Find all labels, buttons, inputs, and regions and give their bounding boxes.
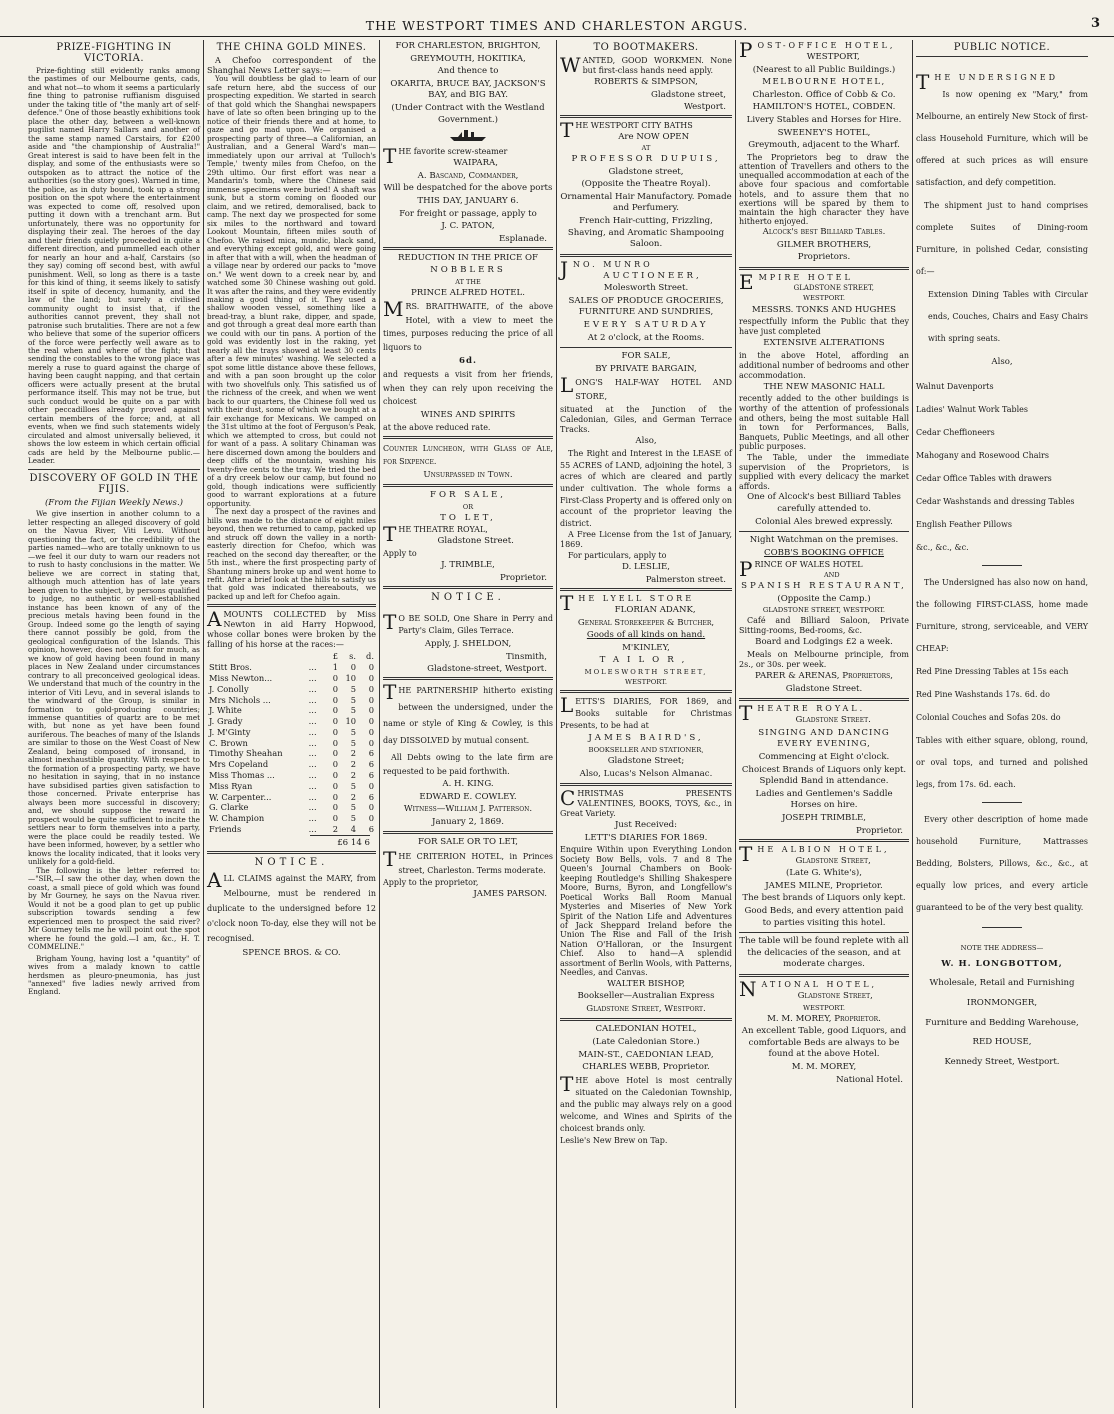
furniture-item: &c., &c., &c. xyxy=(916,542,969,552)
steamer-despatch: Will be despatched for the above ports xyxy=(383,183,553,194)
debts-text: All Debts owing to the late firm are requested to be paid forthwith. xyxy=(383,752,553,776)
column-rule xyxy=(203,40,204,1408)
empire-street: GLADSTONE STREET, xyxy=(793,284,874,293)
column-4 xyxy=(558,40,734,1408)
albion-late: (Late G. White's), xyxy=(786,868,862,879)
unsurpassed-text: Unsurpassed in Town. xyxy=(423,469,513,480)
steamer-agent-address: Esplanade. xyxy=(498,233,547,244)
column-3 xyxy=(381,40,555,1408)
masthead xyxy=(0,0,1114,37)
amounts-header-row: £ s. d. xyxy=(332,651,374,662)
roberts-address-2: Westport. xyxy=(683,101,726,112)
sheldon-name: Apply, J. SHELDON, xyxy=(424,639,512,650)
article-heading-prize-fighting: PRIZE-FIGHTING IN VICTORIA. xyxy=(56,42,172,64)
leslie-address: Palmerston street. xyxy=(645,574,726,585)
letts-text: LETTS'S DIARIES, FOR 1869, and Books suitable for Christmas Presents, to be had at xyxy=(560,693,732,731)
notice-heading-2: NOTICE. xyxy=(431,591,505,603)
shipping-line: And thence to xyxy=(437,66,499,77)
steamer-agent: J. C. PATON, xyxy=(441,221,495,232)
at-2-oclock: At 2 o'clock, at the Rooms. xyxy=(587,332,705,343)
wines-and-spirits: WINES AND SPIRITS xyxy=(420,410,516,421)
melbourne-hotel: MELBOURNE HOTEL, xyxy=(762,77,886,88)
shipping-line: (Under Contract with the Westland Government.) xyxy=(391,102,545,125)
furniture-item: Walnut Davenports xyxy=(916,381,994,391)
furniture-item: Cedar Cheffioneers xyxy=(916,427,995,437)
melbourne-address: Charleston. Office of Cobb & Co. xyxy=(752,89,896,100)
witness-text: Witness—William J. Patterson. xyxy=(403,804,533,815)
meals-text: Meals on Melbourne principle, from 2s., or 30s. per week. xyxy=(739,650,909,670)
gilmer-name: GILMER BROTHERS, xyxy=(776,239,872,250)
page-number: 3 xyxy=(1090,16,1100,31)
requests-text: and requests a visit from her friends, when they can rely upon receiving the choicest xyxy=(383,370,553,407)
newspaper-title: THE WESTPORT TIMES AND CHARLESTON ARGUS. xyxy=(365,18,749,33)
adank-name: FLORIAN ADANK, xyxy=(614,604,696,615)
theatre-royal-heading: THE THEATRE ROYAL, xyxy=(383,522,488,547)
almanac-text: Also, Lucas's Nelson Almanac. xyxy=(579,768,713,779)
furniture-item: Also, xyxy=(991,357,1013,367)
nobblers-heading: NOBBLERS xyxy=(430,265,506,276)
every-saturday: EVERY SATURDAY xyxy=(583,320,709,331)
steamer-freight: For freight or passage, apply to xyxy=(399,208,537,219)
hamilton-hotel: HAMILTON'S HOTEL, COBDEN. xyxy=(752,102,896,113)
table-row: G. Clarke ... 0 5 0 xyxy=(209,802,374,813)
joseph-trimble: JOSEPH TRIMBLE, xyxy=(781,812,867,823)
table-row: Miss Ryan ... 0 5 0 xyxy=(209,780,374,791)
caledonian-late: (Late Caledonian Store.) xyxy=(592,1036,700,1047)
molesworth-street: Molesworth Street. xyxy=(603,283,689,294)
article-body-letter: The following is the letter referred to:—"SIR,—I saw the other day, when down the coast, a small piece of gold which was found by Mr Gourney, he says on the Navua river. Would it not be a good plan to get up public subscription towards sending a few experienced men to prospect the said river? Mr Gourney tells me he will point out the spot where he found the gold.—I am, &c., H. T. COMMELINE." xyxy=(28,865,200,952)
dupuis-opposite: (Opposite the Theatre Royal). xyxy=(581,179,711,190)
baird-name: JAMES BAIRD'S, xyxy=(588,733,704,744)
baird-trade: BOOKSELLER AND STATIONER, xyxy=(588,745,704,754)
furniture-item: Mahogany and Rosewood Chairs xyxy=(916,450,1049,460)
furniture-item-2: Red Pine Dressing Tables at 15s each xyxy=(916,666,1069,676)
cowley-name: EDWARD E. COWLEY. xyxy=(419,791,517,802)
furniture-item-2: Red Pine Washstands 17s. 6d. do xyxy=(916,689,1050,699)
storekeeper-text: General Storekeeper & Butcher, xyxy=(577,617,715,628)
masonic-heading: THE NEW MASONIC HALL xyxy=(763,381,885,392)
and-text: AND xyxy=(823,571,840,580)
mkinley-name: M'KINLEY, xyxy=(622,642,670,653)
eight-oclock: Commencing at Eight o'clock. xyxy=(758,752,890,763)
table-text: The Table, under the immediate supervision of the Proprietors, is supplied with every delicacy the market affords. xyxy=(739,452,909,491)
furniture-item-2: Tables with either square, oblong, round, or oval tops, and turned and polished legs, from 17s. 6d. each. xyxy=(916,735,1088,789)
share-notice: TO BE SOLD, One Share in Perry and Party's Claim, Giles Terrace. xyxy=(383,609,553,636)
lease-text: The Right and Interest in the LEASE of 55 ACRES of LAND, adjoining the hotel, 3 acres of which are cleared and partly under cultivation. The whole forms a First-Class Property and is offered only on account of the proprietor leaving the district. xyxy=(560,449,732,528)
table-row: Timothy Sheahan ... 0 2 6 xyxy=(209,748,374,759)
amounts-total: £6 14 6 xyxy=(310,835,370,848)
table-row: Miss Newton... ... 0 10 0 xyxy=(209,673,374,683)
shipment-text: The shipment just to hand comprises complete Suites of Dining-room Furniture, in polished Cedar, consisting of:— xyxy=(916,201,1088,276)
molesworth-st: MOLESWORTH STREET, xyxy=(584,667,708,676)
gilmer-proprietors: Proprietors. xyxy=(797,252,851,263)
article-body-prize-fighting: Prize-fighting still evidently ranks among the pastimes of our Melbourne gents, cads, and what not—to whom it seems a particularly fine thing to patronise ruffianism disguised under the taking title of "the manly art of self-defence." One of those beastly exhibitions took place the other day, between a well-known pugilist named Harry Sallars and another of the same stamp named Carstairs, for £200 aside and "the championship of Australia!" Great interest is said to have been felt in the display, and some of the enthusiasts were so outspoken as to attract the notice of the authorities (so the story goes). Warned in time, the police, as in duty bound, took up a strong position on the spot where the entertainment was expected to come off, resolved upon putting it down with a trenchant arm. But unfortunately, there was no opportunity for displaying their zeal. The heroes of the day and their friends quietly proceeded in quite a different direction, and pummelled each other for nearly an hour and a-half, Carstairs (so they say) coming off second best, with awful punishment. Well, so long as there is a taste for this kind of thing, it seems likely to satisfy itself in spite of decency, humanity, and the law of the land; but surely a civilised community ought to insist that, if the authorities cannot prevent, they shall not patronise such brutalities. There are not a few who believe that some of the superior officers of the force were perfectly well aware as to the real when and where of the fight; that sending the constables to the wrong place was merely a ruse to guard against the charge of having been caught napping, and that certain officers were actually present at the brutal performance itself. This may not be true, but such conduct would be quite on a par with other peccadilloes already proved against certain members of the force; and, at all events, when we find such statements widely circulated and almost universally believed, it shows the low esteem in which certain official cads are held by the Melbourne public.—Leader. xyxy=(28,66,201,466)
article-body-china-gold: You will doubtless be glad to learn of our safe return here, abd the success of our prospecting expedition. We started in search of that gold which the Shanghai newspapers have of late so often been bringing up to the notice of their friends there and at home, to gaze and go mad upon. We organised a prospecting party of three—a Californian, an Australian, and a General Ward's man—immediately upon our arrival at 'Tulloch's Temple,' twenty miles from Chefoo, on the 29th ultimo. Our first effort was near a Mandarin's tomb, where the Chinese said immense specimens were buried! A shaft was sunk, but a storm coming on flooded our claim, and we retired, demoralised, back to camp. The next day we prospected for some six miles to the northward and toward Lookout Mountain, fifteen miles south of Chefoo. We raised mica, mundic, black sand, and everything except gold, and were going in after that with a will, when the headman of a village near by ordered our packs to "move on." We went down to a creek near by, and watched some 30 Chinese washing out gold. It was after the rains, and they were evidently making a good thing of it. They used a shallow wooden vessel, something like a bread-tray, a blunt rake, dipper, and spade, and got through a great deal more earth than we could with our tin pans. A portion of the gold was evidently lost in the raking, yet nearly all the trays showed at least 30 cents after a few minutes' washing. We selected a spot some little distance above these fellows, and with a pan soon brought up the color with two shovelfuls only. This satisfied us of the richness of the creek, and when we went back to our quarters, the Chinese foll wed us with their dust, some of which we bought at a fair exchange for Mexicans. We camped on the 31st ultimo at the foot of Ferguson's Peak, which we attempted to cross, but could not for want of a pass. A solitary Chinaman was here discerned down among the boulders and deep cliffs of the mountain, washing his twenty-five cents to the tray. We tried the bed of a dry creek below our camp, but found no gold, though indications were sufficiently good to warrant explorations at a future opportunity. xyxy=(207,74,376,508)
article-body-china-gold-2: The next day a prospect of the ravines and hills was made to the distance of eight miles beyond, then we returned to camp, packed up and struck off down the valley in a north-easterly direction for Chefoo, which was reached on the second day thereafter, or the 5th inst., where the first prospecting party of Shantung miners broke up and went home to refit. After a brief look at the hills to satisfy us that gold was indicated thereabouts, we packed up and left for Chefoo again. xyxy=(207,507,376,601)
roberts-address-1: Gladstone street, xyxy=(651,89,726,100)
column-rule xyxy=(379,40,380,1408)
amounts-table xyxy=(207,651,376,834)
cobb-office: COBB'S BOOKING OFFICE xyxy=(764,547,884,558)
column-6 xyxy=(914,40,1090,1408)
leslie-brew: Leslie's New Brew on Tap. xyxy=(560,1135,668,1145)
bishop-name: WALTER BISHOP, xyxy=(607,978,685,989)
furniture-item: Cedar Office Tables with drawers xyxy=(916,473,1052,483)
article-body-fiji-gold: We give insertion in another column to a letter respecting an alleged discovery of gold on the Navua River, Viti Levu. Without questioning the fact, or the credibility of the parties named—who are totally unknown to us—we feel it our duty to warn our readers not to rush to hasty conclusions in the matter. We believe we are correct in stating that, although much attention has of late years been given to the subject, by persons qualified to judge, no authentic or well-established instance has been known of any of the precious metals having been found in the Group. Indeed some go the length of saying there cannot possibly be gold, from the geological configuration of the Islands. This opinion, however, does not count for much, as we know of gold having been found in many places in New Zealand under circumstances contrary to all preconceived geological ideas. We understand that much of the country in the interior of Viti Levu, and in several islands to the windward of the Group, is similar in formation to gold-producing countries; immense quantities of quartz are to be met with, but none as yet have been found auriferous. The beaches of many of the Islands are similar to those on the West Coast of New Zealand, being composed of ironsand, in almost inexhaustible quantity. With respect to the formation of a prospecting party, we have no hesitation in saying, that in no instance have subsidised parties given satisfaction to those concerned. Private enterprise has always been more successful in discovery; and, we should suppose the reward in prospect would be quite sufficient to incite the settlers near to form themselves into a party, were the place could be readily tested. We have been informed, however, by a settler who knows the locality indicated, that it looks very unlikely for a gold-field. xyxy=(28,509,200,867)
for-sale-heading: FOR SALE, xyxy=(621,351,671,362)
now-open: Are NOW OPEN xyxy=(618,131,690,142)
wanted-text: WANTED, GOOD WORKMEN. None but first-class hands need apply. xyxy=(560,53,732,77)
prince-alfred-hotel: PRINCE ALFRED HOTEL. xyxy=(411,287,525,298)
article-body-brigham: Brigham Young, having lost a "quantity" of wives from a malady known to cattle herdsmen as pleuro-pneumonia, has just "annexed" five ladies newly arrived from England. xyxy=(28,953,200,997)
caledonian-text: THE above Hotel is most centrally situated on the Caledonian Township, and the public may always rely on a good welcome, and Wines and Spirits of the choicest brands only. xyxy=(560,1071,732,1133)
shipping-line: GREYMOUTH, HOKITIKA, xyxy=(410,53,526,64)
sheldon-address: Gladstone-street, Westport. xyxy=(427,663,547,674)
caledonian-main-st: MAIN-ST., CAEDONIAN LEAD, xyxy=(578,1049,714,1060)
braithwaite-text: MRS. BRAITHWAITE, of the above Hotel, with a view to meet the times, purposes reducing the price of all liquors to xyxy=(383,297,553,353)
albion-street: Gladstone Street, xyxy=(795,855,871,866)
longbottom-name: W. H. LONGBOTTOM, xyxy=(941,958,1063,969)
private-bargain: BY PRIVATE BARGAIN, xyxy=(595,363,697,374)
prince-address: GLADSTONE STREET, WESTPORT. xyxy=(762,606,886,615)
empire-hotel: EMPIRE HOTEL xyxy=(739,270,853,295)
table-row: J. Grady ... 0 10 0 xyxy=(209,716,374,727)
billiard-text: Alcock's best Billiard Tables. xyxy=(762,227,886,238)
furniture-item: Extension Dining Tables with Circular ends, Couches, Chairs and Easy Chairs with spring seats. xyxy=(928,290,1088,343)
table-row: C. Brown ... 0 5 0 xyxy=(209,737,374,748)
every-other-text: Every other description of home made household Furniture, Mattrasses Bedding, Bolsters, Pillows, &c., &c., at equally low prices, and every article guaranteed to be of the very best quality. xyxy=(916,814,1088,912)
empire-town: WESTPORT. xyxy=(803,294,845,303)
post-office-hotel: POST-OFFICE HOTEL, xyxy=(739,40,896,62)
national-town: WESTPORT. xyxy=(803,1003,845,1012)
morey-sign: M. M. MOREY, xyxy=(791,1062,857,1073)
munro-name: JNO. MUNRO xyxy=(560,256,653,281)
ornamental-text: Ornamental Hair Manufactory. Pomade and Perfumery. xyxy=(560,191,732,214)
tonks-heading: MESSRS. TONKS AND HUGHES xyxy=(751,304,897,315)
column-rule xyxy=(912,40,913,1408)
also-now-text: The Undersigned has also now on hand, the following FIRST-CLASS, home made Furniture, strong, serviceable, and VERY CHEAP: xyxy=(916,577,1088,653)
kennedy-street: Kennedy Street, Westport. xyxy=(944,1056,1060,1067)
article-source: (From the Fijian Weekly News.) xyxy=(44,497,184,508)
table-row: J. White ... 0 5 0 xyxy=(209,705,374,716)
baird-address: Gladstone Street; xyxy=(607,756,685,767)
sheldon-trade: Tinsmith, xyxy=(505,651,547,662)
column-2 xyxy=(205,40,378,1408)
greymouth-text: Greymouth, adjacent to the Wharf. xyxy=(748,140,900,151)
amounts-collected-text: AMOUNTS COLLECTED by Miss Newton in aid Harry Hopwood, whose collar bones were broken by the falling of his horse at the races:— xyxy=(207,607,376,650)
webb-name: CHARLES WEBB, Proprietor. xyxy=(582,1062,710,1073)
column-1 xyxy=(26,40,202,1408)
public-notice-heading: PUBLIC NOTICE. xyxy=(953,42,1051,53)
ironmonger-text: IRONMONGER, xyxy=(966,997,1038,1008)
luncheon-text: Counter Luncheon, with Glass of Ale, for Sixpence. xyxy=(383,443,553,467)
national-hotel: NATIONAL HOTEL, xyxy=(739,976,878,1001)
notice-body: ALL CLAIMS against the MARY, from Melbourne, must be rendered in duplicate to the undersigned before 12 o'clock noon To-day, else they will not be recognised. xyxy=(207,867,376,944)
wholesale-text: Wholesale, Retail and Furnishing xyxy=(929,978,1075,989)
criterion-heading: FOR SALE OR TO LET, xyxy=(418,837,518,848)
price-6d: 6d. xyxy=(459,355,477,366)
notice-signature: SPENCE BROS. & CO. xyxy=(242,947,341,958)
table-row: Mrs Copeland ... 0 2 6 xyxy=(209,759,374,770)
spanish-restaurant: SPANISH RESTAURANT, xyxy=(741,581,907,592)
steamer-text: THE favorite screw-steamer xyxy=(383,144,508,169)
post-office-town: WESTPORT, xyxy=(806,52,860,62)
dupuis-name: PROFESSOR DUPUIS, xyxy=(571,153,721,164)
parson-name: JAMES PARSON. xyxy=(473,889,547,900)
albion-hotel: THE ALBION HOTEL, xyxy=(739,841,890,866)
reduction-heading: REDUCTION IN THE PRICE OF xyxy=(398,252,538,263)
alcock-text: One of Alcock's best Billiard Tables carefully attended to. xyxy=(747,492,901,514)
apply-to: Apply to xyxy=(383,548,417,558)
alterations-text: in the above Hotel, affording an additional number of bedrooms and other accommodation. xyxy=(739,350,909,380)
alterations-heading: EXTENSIVE ALTERATIONS xyxy=(763,338,885,349)
post-office-near: (Nearest to all Public Buildings.) xyxy=(752,64,896,75)
best-brands: The best brands of Liquors only kept. xyxy=(742,893,906,904)
caledonian-hotel: CALEDONIAN HOTEL, xyxy=(595,1024,697,1035)
leslie-name: D. LESLIE, xyxy=(621,562,671,573)
morey-name: M. M. MOREY, Proprietor. xyxy=(767,1013,881,1024)
shipping-line: OKARITA, BRUCE BAY, JACKSON'S BAY, and BIG BAY. xyxy=(390,78,546,101)
article-intro-china-gold: A Chefoo correspondent of the Shanghai News Letter says:— xyxy=(207,55,376,75)
table-row: W. Carpenter... ... 0 2 6 xyxy=(209,791,374,802)
table-replete: The table will be found replete with all the delicacies of the season, and at moderate charges. xyxy=(739,936,909,970)
joseph-trimble-proprietor: Proprietor. xyxy=(855,825,903,836)
steamship-icon xyxy=(383,127,553,146)
reduced-rate: at the above reduced rate. xyxy=(383,422,491,432)
auctioneer-title: AUCTIONEER, xyxy=(603,270,702,281)
article-heading-china-gold: THE CHINA GOLD MINES. xyxy=(216,42,367,53)
longs-hotel: LONG'S HALF-WAY HOTEL AND STORE, xyxy=(560,373,732,402)
apply-proprietor: Apply to the proprietor, xyxy=(383,878,479,888)
furniture-item: English Feather Pillows xyxy=(916,519,1012,529)
letts-diaries: LETT'S DIARIES FOR 1869. xyxy=(584,832,708,843)
partnership-text: THE PARTNERSHIP hitherto existing between the undersigned, under the name or style of King & Cowley, is this day DISSOLVED by mutual consent. xyxy=(383,679,553,746)
baths-heading: THE WESTPORT CITY BATHS xyxy=(560,117,693,142)
longs-situated: situated at the Junction of the Caledonian, Giles, and German Terrace Tracks. xyxy=(560,404,732,434)
table-row: W. Champion ... 0 5 0 xyxy=(209,813,374,824)
for-sale-heading: FOR SALE, xyxy=(429,490,506,501)
saddle-horses: Ladies and Gentlemen's Saddle Horses on hire. xyxy=(755,788,893,811)
table-row: Friends ... 2 4 6 xyxy=(209,823,374,834)
table-row: J. Conolly ... 0 5 0 xyxy=(209,683,374,694)
westport-text: WESTPORT. xyxy=(625,678,667,687)
goods-text: Goods of all kinds on hand. xyxy=(586,630,706,641)
partnership-date: January 2, 1869. xyxy=(432,816,504,827)
christmas-heading: CHRISTMAS PRESENTS VALENTINES, BOOKS, TOYS, &c., in Great Variety. xyxy=(560,786,732,819)
night-watchman: Night Watchman on the premises. xyxy=(749,535,899,546)
board-text: Board and Lodgings £2 a week. xyxy=(755,637,893,648)
criterion-text: THE CRITERION HOTEL, in Princes street, Charleston. Terms moderate. xyxy=(383,847,553,875)
excellent-text: An excellent Table, good Liquors, and comfortable Beds are always to be found at the above Hotel. xyxy=(741,1026,907,1060)
masonic-text: recently added to the other buildings is worthy of the attention of professionals and others, being the most suitable Hall in town for Performances, Balls, Banquets, Public Meetings, and all other public purposes. xyxy=(739,394,909,452)
national-street: Gladstone Street, xyxy=(797,990,873,1001)
license-text: A Free License from the 1st of January, 1869. xyxy=(560,530,732,550)
french-text: French Hair-cutting, Frizzling, Shaving, and Aromatic Shampooing Saloon. xyxy=(567,215,725,250)
prince-of-wales: PRINCE OF WALES HOTEL xyxy=(739,557,863,582)
parer-address: Gladstone Street. xyxy=(785,683,863,694)
table-row: Stitt Bros. ... 1 0 0 xyxy=(209,662,374,673)
trimble-proprietor: Proprietor. xyxy=(499,572,547,583)
particulars-text: For particulars, apply to xyxy=(568,551,667,561)
colonial-text: Colonial Ales brewed expressly. xyxy=(755,516,893,527)
sales-text: SALES OF PRODUCE GROCERIES, FURNITURE AND SUNDRIES, xyxy=(568,295,724,318)
column-rule xyxy=(556,40,557,1408)
singing-dancing: SINGING AND DANCING EVERY EVENING, xyxy=(758,727,890,750)
dupuis-address: Gladstone street, xyxy=(608,166,684,177)
steamer-commander: A. Bascand, Commander, xyxy=(417,170,519,181)
bishop-desc: Bookseller—Australian Express xyxy=(577,991,715,1002)
to-let-heading: TO LET, xyxy=(440,512,496,523)
article-heading-fiji-gold: DISCOVERY OF GOLD IN THE FIJIS. xyxy=(29,472,199,495)
table-row: Miss Thomas ... ... 0 2 6 xyxy=(209,770,374,781)
parer-name: PARER & ARENAS, Proprietors, xyxy=(754,671,894,682)
milne-name: JAMES MILNE, Proprietor. xyxy=(765,880,883,891)
sweeney-hotel: SWEENEY'S HOTEL, xyxy=(777,127,871,138)
at-the: AT THE xyxy=(455,277,481,286)
theatre-street: Gladstone Street. xyxy=(795,715,871,726)
theatre-royal-street: Gladstone Street. xyxy=(437,536,514,547)
furniture-item: Cedar Washstands and dressing Tables xyxy=(916,496,1075,506)
just-received: Just Received: xyxy=(614,820,678,831)
choicest-brands: Choicest Brands of Liquors only kept. Splendid Band in attendance. xyxy=(741,764,907,787)
books-list: Enquire Within upon Everything London Society Bow Bells, vols. 7 and 8 The Queen's Journal Chambers on Book-keeping Routledge's Shilling Shakespere Moore, Burns, Byron, and Longfellow's Poetical Works Ball Room Manual Mysteries and Miseries of New York Spirit of the Nation Life and Adventures of Jack Sheppard Ireland before the Union The Rise and Fall of the Irish Nation O'Halloran, or the Insurgent Chief. Also to hand—A splendid assortment of Berlin Wools, with Patterns, Needles, and Canvas. xyxy=(560,845,732,978)
king-name: A. H. KING. xyxy=(442,779,494,790)
roberts-name: ROBERTS & SIMPSON, xyxy=(594,77,698,87)
steamer-date: THIS DAY, JANUARY 6. xyxy=(417,195,519,206)
furniture-item: Ladies' Walnut Work Tables xyxy=(916,404,1028,414)
livery-text: Livery Stables and Horses for Hire. xyxy=(746,114,902,125)
proprietors-text: The Proprietors beg to draw the attention of Travellers and others to the unequalled accommodation at each of the above four spacious and comfortable hotels, and to assure them that no exertions will be spared by them to maintain the high character they have hitherto enjoyed. xyxy=(739,152,909,227)
lyell-store: THE LYELL STORE xyxy=(560,590,695,615)
opposite-camp: (Opposite the Camp.) xyxy=(777,593,871,604)
warehouse-text: Furniture and Bedding Warehouse, xyxy=(925,1017,1079,1028)
note-address: NOTE THE ADDRESS— xyxy=(960,943,1044,952)
table-row: J. M'Ginty ... 0 5 0 xyxy=(209,726,374,737)
notice-heading: NOTICE. xyxy=(254,856,329,868)
bootmakers-heading: TO BOOTMAKERS. xyxy=(593,42,699,53)
or-text: OR xyxy=(462,502,474,511)
opening-text: Is now opening ex "Mary," from Melbourne, an entirely New Stock of first-class Household Furniture, which will be offered at such prices as will ensure satisfaction, and defy competition. xyxy=(916,90,1088,187)
steamer-name: WAIPARA, xyxy=(453,158,498,169)
bishop-address: Gladstone Street, Westport. xyxy=(586,1003,706,1014)
red-house: RED HOUSE, xyxy=(972,1037,1032,1048)
table-row: Mrs Nichols ... ... 0 5 0 xyxy=(209,694,374,705)
tonks-text: respectfully inform the Public that they have just completed xyxy=(739,317,909,337)
cafe-text: Café and Billiard Saloon, Private Sitting-rooms, Bed-rooms, &c. xyxy=(739,616,909,636)
theatre-royal: THEATRE ROYAL. xyxy=(739,701,866,726)
trimble-name: J. TRIMBLE, xyxy=(441,559,495,570)
national-sign: National Hotel. xyxy=(836,1074,903,1085)
furniture-item-2: Colonial Couches and Sofas 20s. do xyxy=(916,712,1061,722)
tailor-text: TAILOR, xyxy=(599,655,693,666)
also-text: Also, xyxy=(635,435,657,446)
good-beds: Good Beds, and every attention paid to parties visiting this hotel. xyxy=(744,905,904,928)
undersigned-heading: THE UNDERSIGNED xyxy=(916,70,1059,94)
shipping-line: FOR CHARLESTON, BRIGHTON, xyxy=(395,41,541,51)
column-5 xyxy=(737,40,911,1408)
column-rule xyxy=(735,40,736,1408)
at-text: AT xyxy=(641,144,651,153)
